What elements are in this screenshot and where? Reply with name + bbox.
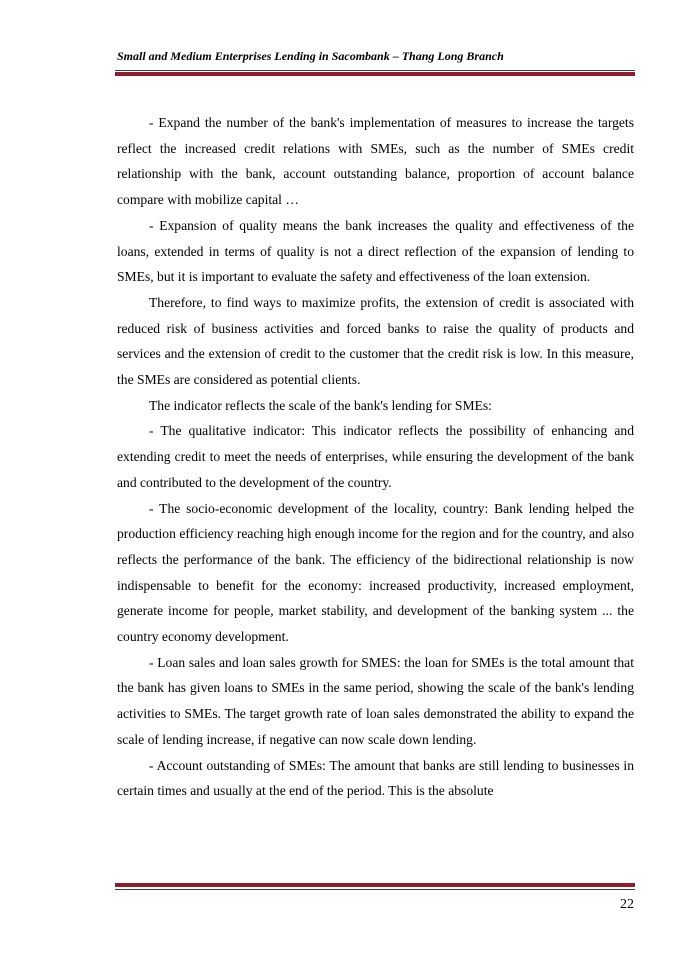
header-rule-thick [115,72,635,76]
footer-rule-thin [115,889,635,890]
paragraph: - Loan sales and loan sales growth for SMES: the loan for SMEs is the total amount that the bank has given loans to SMEs in the same period, showing the scale of the bank's lending activities to SMEs. The target growth rate of loan sales demonstrated the ability to expand the scale of lending increase, if negative can now scale down lending. [117,654,634,747]
paragraph: - Expansion of quality means the bank increases the quality and effectiveness of the loans, extended in terms of quality is not a direct reflection of the expansion of lending to SMEs, but it is important to evaluate the safety and effectiveness of the loan extension. [117,217,634,285]
paragraph: - Expand the number of the bank's implementation of measures to increase the targets reflect the increased credit relations with SMEs, such as the number of SMEs credit relationship with the bank, account outstanding balance, proportion of account balance compare with mobilize capital … [117,115,634,208]
footer-rule-thick [115,883,635,887]
paragraph: - The qualitative indicator: This indicator reflects the possibility of enhancing and extending credit to meet the needs of enterprises, while ensuring the development of the bank and contributed to the development of the country. [117,423,634,490]
paragraph: - The socio-economic development of the locality, country: Bank lending helped the production efficiency reaching high enough income for the region and for the country, and also reflects the performance of the bank. The efficiency of the bidirectional relationship is now indispensable to benefit for the economy: increased productivity, increased employment, generate income for people, market stability, and development of the banking system ... the country economy development. [117,500,634,645]
paragraph: Therefore, to find ways to maximize profits, the extension of credit is associated with reduced risk of business activities and forced banks to raise the quality of products and services and the extension of credit to the customer that the credit risk is low. In this measure, the SMEs are considered as potential clients. [117,294,634,388]
page-number: 22 [620,897,634,912]
header-title: Small and Medium Enterprises Lending in Sacombank – Thang Long Branch [117,49,504,63]
body-text [117,110,634,804]
paragraph: The indicator reflects the scale of the bank's lending for SMEs: [149,397,492,413]
paragraph: - Account outstanding of SMEs: The amount that banks are still lending to businesses in certain times and usually at the end of the period. This is the absolute [117,757,634,799]
header-rule-thin [115,70,635,71]
